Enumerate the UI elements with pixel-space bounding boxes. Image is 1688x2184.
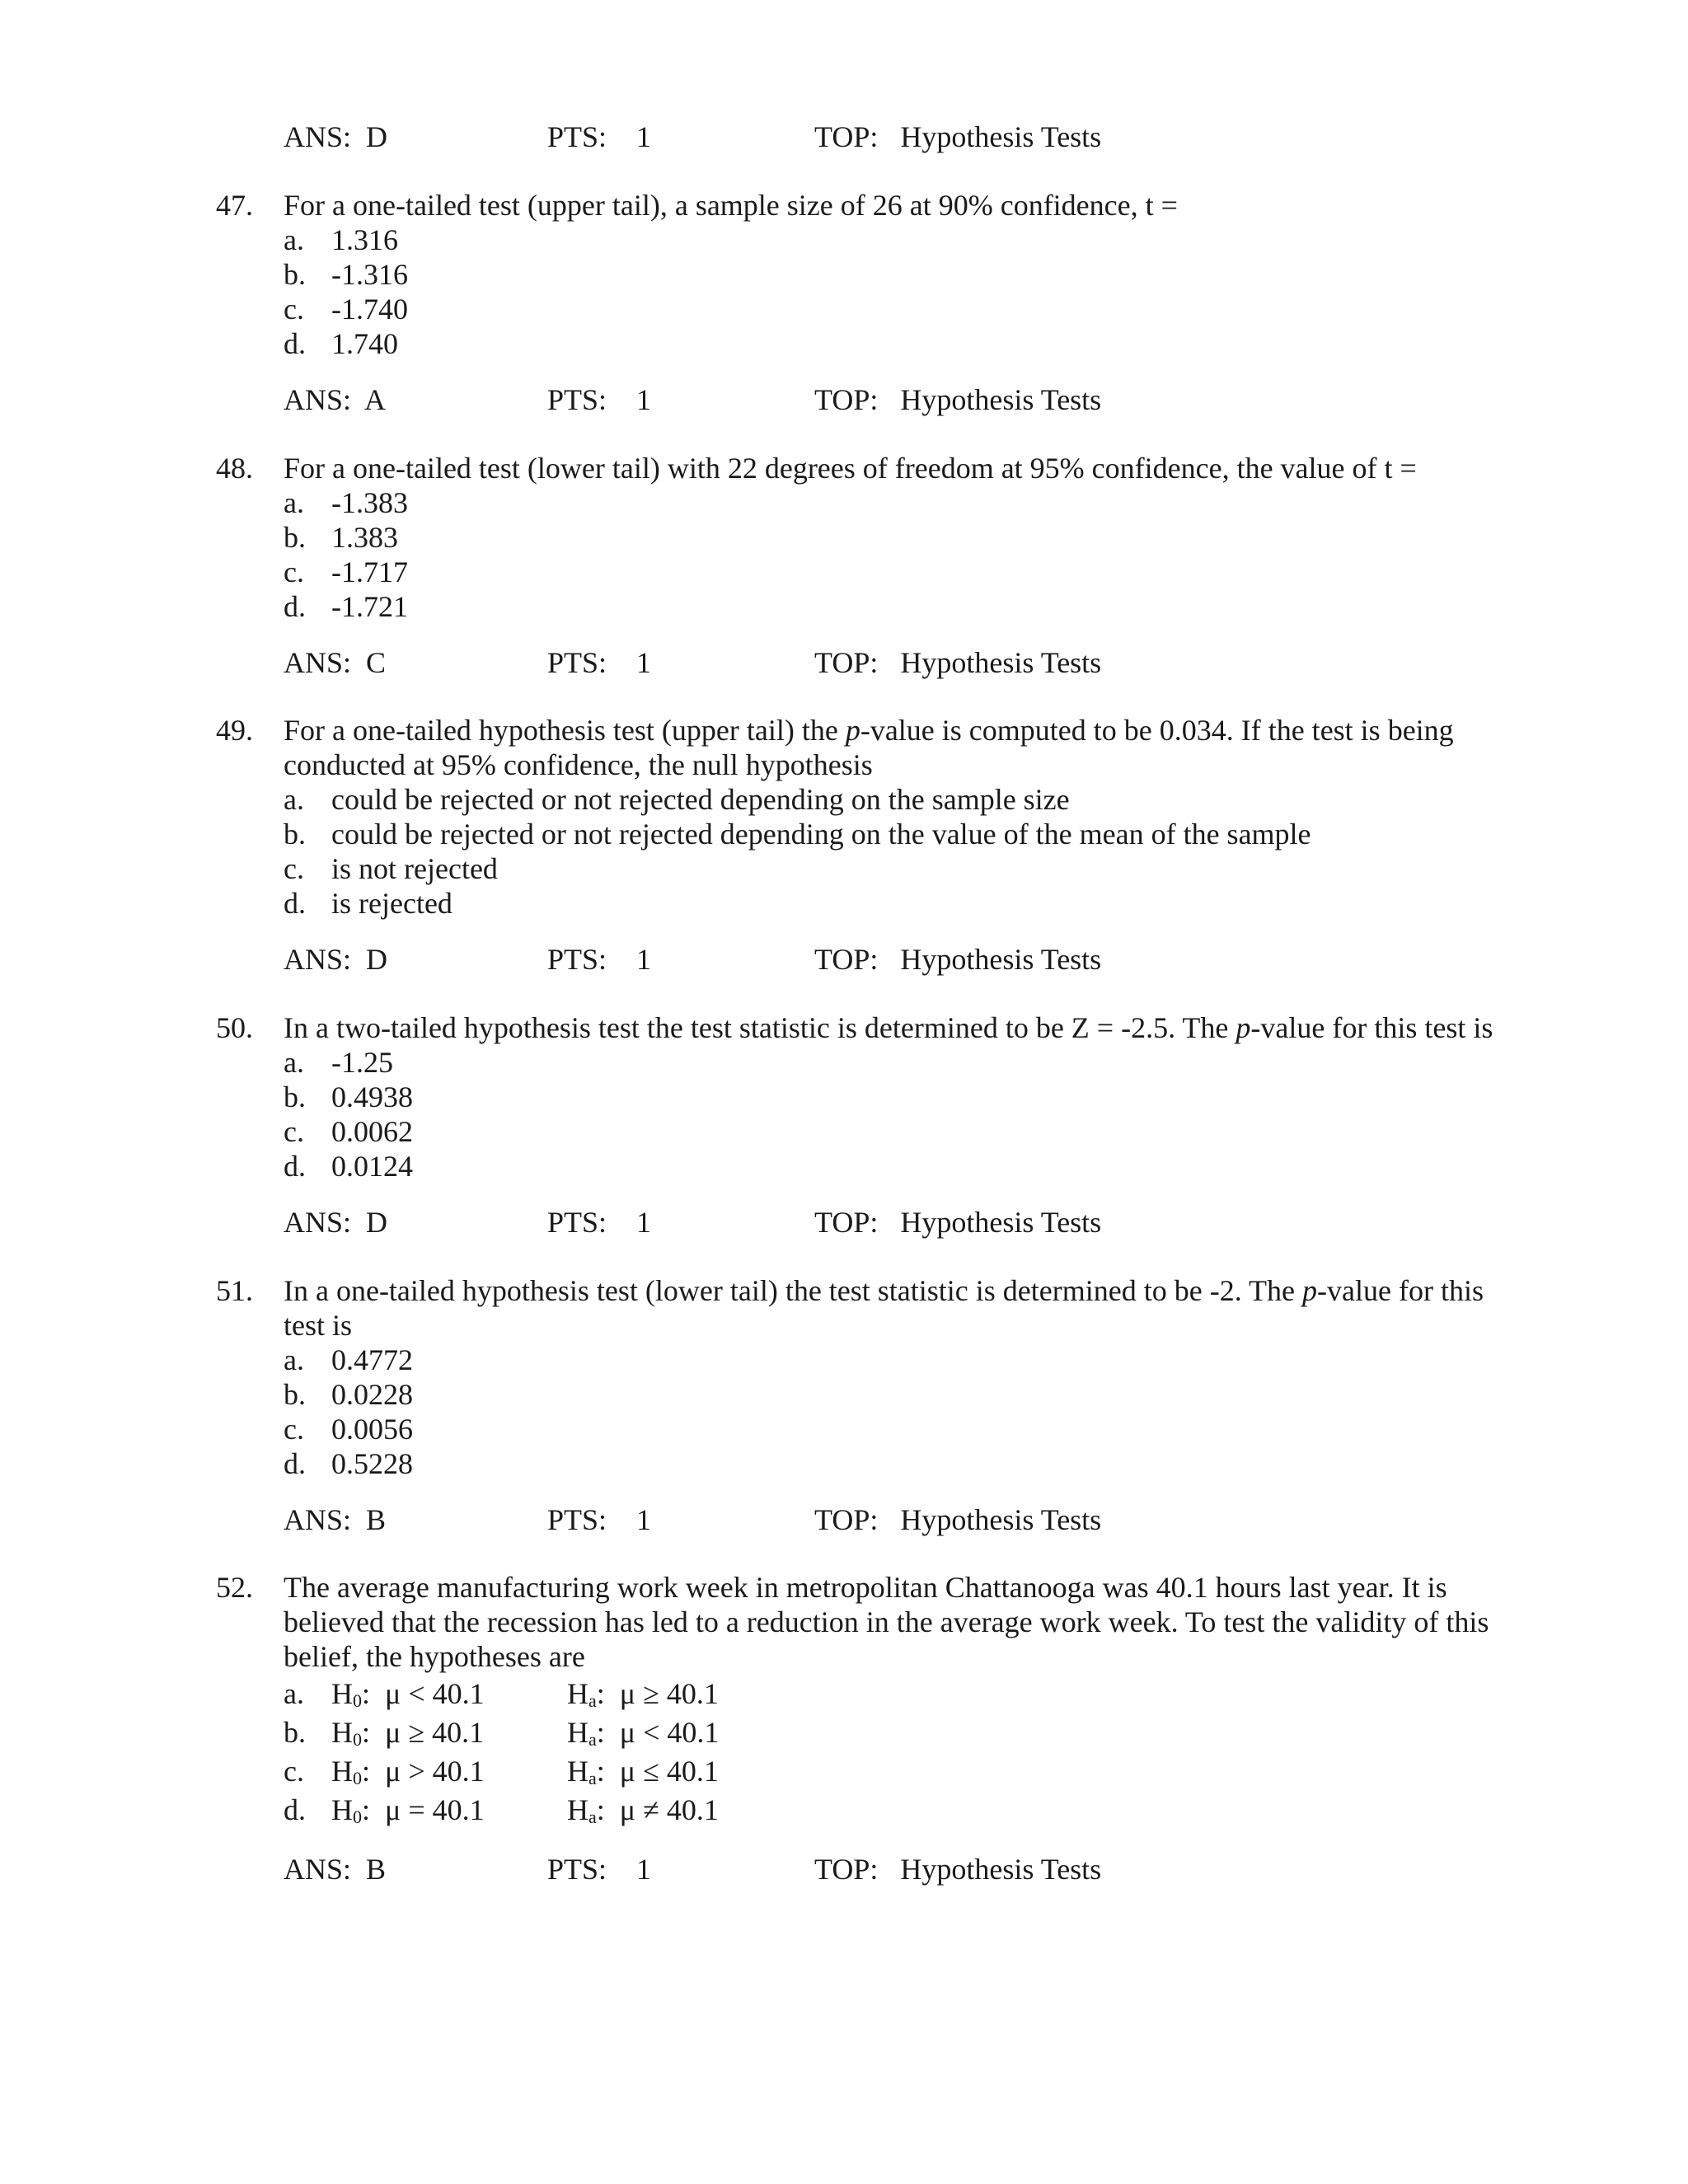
option-text: -1.25 (331, 1046, 393, 1079)
option-text: 1.383 (331, 521, 398, 554)
h-symbol: H (331, 1677, 353, 1710)
h-symbol: H (331, 1793, 353, 1826)
option-text: -1.383 (331, 486, 408, 519)
question-text: belief, the hypotheses are (284, 1640, 585, 1673)
answer-label: ANS: B (284, 1503, 387, 1536)
question-number: 47. (216, 189, 253, 222)
null-hypothesis (331, 1716, 485, 1750)
option-text: 0.5228 (331, 1447, 413, 1480)
question-number: 52. (216, 1571, 253, 1604)
hypothesis-expression: μ ≥ 40.1 (619, 1677, 719, 1710)
colon: : (596, 1793, 605, 1826)
null-hypothesis (331, 1677, 485, 1711)
question-text-part: -value for this test is (1250, 1011, 1493, 1044)
option-letter: d. (284, 1447, 306, 1480)
option-letter: d. (284, 590, 306, 623)
points-label: PTS: 1 (547, 1206, 652, 1239)
answer-label: ANS: C (284, 646, 387, 679)
topic-label: TOP: Hypothesis Tests (814, 383, 1102, 416)
h-subscript: 0 (353, 1807, 362, 1827)
alternative-hypothesis (567, 1716, 720, 1750)
question-text-part: In a two-tailed hypothesis test the test statistic is determined to be Z = -2.5. The (284, 1011, 1236, 1044)
option-letter: a. (284, 1343, 304, 1376)
h-symbol: H (567, 1793, 588, 1826)
answer-label: ANS: A (284, 383, 387, 416)
alternative-hypothesis (567, 1677, 719, 1711)
question-text (284, 1013, 1493, 1043)
question-text (284, 1276, 1484, 1305)
hypothesis-expression: μ < 40.1 (619, 1716, 720, 1749)
h-symbol: H (567, 1755, 588, 1788)
answer-label: ANS: D (284, 120, 388, 153)
h-subscript: a (588, 1690, 597, 1711)
question-text (284, 715, 1454, 745)
option-letter: b. (284, 258, 306, 291)
colon: : (362, 1755, 371, 1788)
option-letter: a. (284, 223, 304, 256)
option-letter: d. (284, 887, 306, 920)
option-letter: c. (284, 1755, 304, 1788)
hypothesis-expression: μ = 40.1 (385, 1793, 485, 1826)
colon: : (362, 1793, 371, 1826)
question-text-part: -value is computed to be 0.034. If the test is being (860, 714, 1454, 747)
option-letter: b. (284, 1378, 306, 1411)
hypothesis-expression: μ < 40.1 (385, 1677, 485, 1710)
option-letter: c. (284, 1115, 304, 1148)
question-text-part: For a one-tailed hypothesis test (upper tail) the (284, 714, 846, 747)
colon: : (596, 1755, 605, 1788)
option-letter: a. (284, 486, 304, 519)
h-symbol: H (331, 1716, 353, 1749)
option-letter: a. (284, 1677, 304, 1710)
hypothesis-expression: μ > 40.1 (385, 1755, 485, 1788)
option-letter: b. (284, 521, 306, 554)
option-text: -1.717 (331, 555, 408, 588)
option-text: -1.316 (331, 258, 408, 291)
option-text: 1.740 (331, 327, 398, 360)
alternative-hypothesis (567, 1795, 719, 1825)
null-hypothesis (331, 1795, 485, 1825)
h-subscript: 0 (353, 1690, 362, 1711)
p-italic: p (1302, 1274, 1318, 1307)
h-symbol: H (331, 1755, 353, 1788)
question-text: For a one-tailed test (lower tail) with 22 degrees of freedom at 95% confidence, the value of t = (284, 452, 1417, 485)
question-text: The average manufacturing work week in metropolitan Chattanooga was 40.1 hours last year. It is (284, 1571, 1447, 1604)
option-text: 0.4772 (331, 1343, 413, 1376)
points-label: PTS: 1 (547, 1853, 652, 1886)
option-letter: d. (284, 327, 306, 360)
colon: : (362, 1716, 371, 1749)
option-letter: b. (284, 1080, 306, 1113)
option-letter: c. (284, 293, 304, 326)
h-subscript: 0 (353, 1729, 362, 1750)
null-hypothesis (331, 1756, 485, 1786)
answer-label: ANS: D (284, 1206, 388, 1239)
option-letter: a. (284, 1046, 304, 1079)
hypothesis-expression: μ ≠ 40.1 (619, 1793, 719, 1826)
hypothesis-expression: μ ≤ 40.1 (619, 1755, 719, 1788)
option-text: is rejected (331, 887, 452, 920)
points-label: PTS: 1 (547, 120, 652, 153)
h-symbol: H (567, 1716, 588, 1749)
option-letter: b. (284, 818, 306, 851)
option-letter: b. (284, 1716, 306, 1749)
topic-label: TOP: Hypothesis Tests (814, 943, 1102, 976)
points-label: PTS: 1 (547, 1503, 652, 1536)
answer-label: ANS: D (284, 943, 388, 976)
option-text: 0.4938 (331, 1080, 413, 1113)
colon: : (362, 1677, 371, 1710)
colon: : (596, 1677, 605, 1710)
option-text: -1.740 (331, 293, 408, 326)
points-label: PTS: 1 (547, 383, 652, 416)
question-text: believed that the recession has led to a reduction in the average work week. To test the validity of this (284, 1605, 1489, 1638)
option-text: 0.0056 (331, 1413, 413, 1446)
topic-label: TOP: Hypothesis Tests (814, 120, 1102, 153)
colon: : (596, 1716, 605, 1749)
option-text: could be rejected or not rejected depending on the sample size (331, 783, 1070, 816)
p-italic: p (1236, 1011, 1251, 1044)
option-letter: c. (284, 1413, 304, 1446)
question-number: 50. (216, 1011, 253, 1044)
option-letter: a. (284, 783, 304, 816)
question-text-part: -value for this (1317, 1274, 1484, 1307)
option-text: could be rejected or not rejected depending on the value of the mean of the sample (331, 818, 1311, 851)
points-label: PTS: 1 (547, 943, 652, 976)
option-letter: d. (284, 1793, 306, 1826)
option-letter: c. (284, 852, 304, 885)
option-text: 0.0062 (331, 1115, 413, 1148)
option-text: 0.0124 (331, 1150, 413, 1183)
h-subscript: a (588, 1807, 597, 1827)
points-label: PTS: 1 (547, 646, 652, 679)
option-text: -1.721 (331, 590, 408, 623)
option-letter: d. (284, 1150, 306, 1183)
topic-label: TOP: Hypothesis Tests (814, 1853, 1102, 1886)
hypothesis-expression: μ ≥ 40.1 (385, 1716, 485, 1749)
question-number: 48. (216, 452, 253, 485)
option-text: 0.0228 (331, 1378, 413, 1411)
question-number: 49. (216, 714, 253, 747)
topic-label: TOP: Hypothesis Tests (814, 1503, 1102, 1536)
h-subscript: a (588, 1768, 597, 1788)
question-text: test is (284, 1309, 353, 1342)
h-symbol: H (567, 1677, 588, 1710)
topic-label: TOP: Hypothesis Tests (814, 646, 1102, 679)
h-subscript: 0 (353, 1768, 362, 1788)
option-text: 1.316 (331, 223, 398, 256)
topic-label: TOP: Hypothesis Tests (814, 1206, 1102, 1239)
question-text: conducted at 95% confidence, the null hypothesis (284, 748, 873, 781)
h-subscript: a (588, 1729, 597, 1750)
option-letter: c. (284, 555, 304, 588)
question-number: 51. (216, 1274, 253, 1307)
answer-label: ANS: B (284, 1853, 387, 1886)
option-text: is not rejected (331, 852, 498, 885)
question-text: For a one-tailed test (upper tail), a sample size of 26 at 90% confidence, t = (284, 189, 1178, 222)
question-text-part: In a one-tailed hypothesis test (lower tail) the test statistic is determined to be -2. The (284, 1274, 1303, 1307)
alternative-hypothesis (567, 1756, 719, 1786)
p-italic: p (845, 714, 860, 747)
